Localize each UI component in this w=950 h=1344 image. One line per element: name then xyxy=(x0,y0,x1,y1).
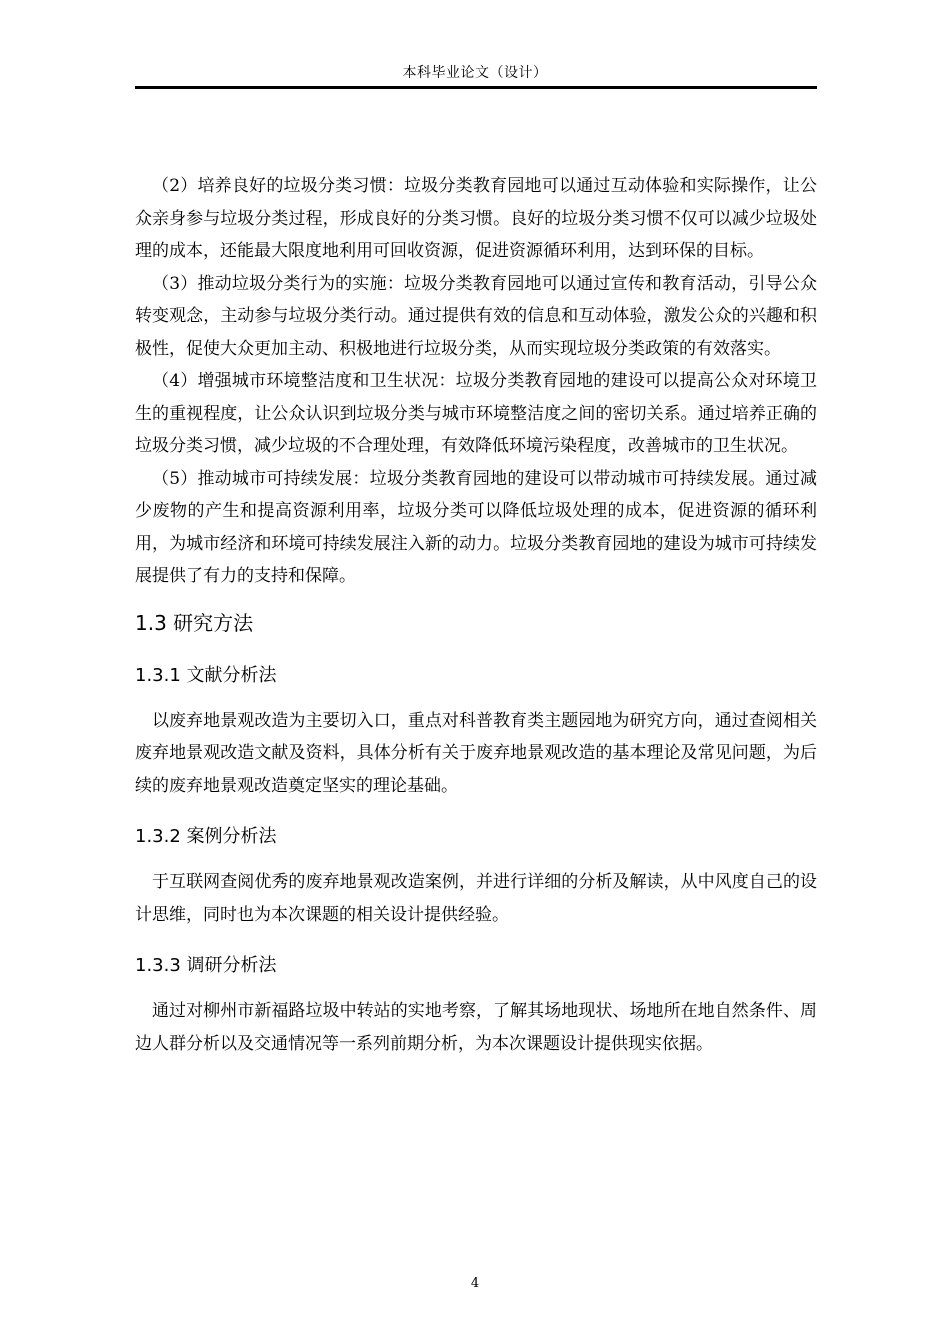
paragraph-benefit-3: （3）推动垃圾分类行为的实施：垃圾分类教育园地可以通过宣传和教育活动，引导公众转变观念，主动参与垃圾分类行动。通过提供有效的信息和互动体验，激发公众的兴趣和积极性，促使大众更加主动、积极地进行垃圾分类，从而实现垃圾分类政策的有效落实。 xyxy=(135,273,817,359)
paragraph-benefit-2: （2）培养良好的垃圾分类习惯：垃圾分类教育园地可以通过互动体验和实际操作，让公众亲身参与垃圾分类过程，形成良好的分类习惯。良好的垃圾分类习惯不仅可以减少垃圾处理的成本，还能最大限度地利用可回收资源，促进资源循环利用，达到环保的目标。 xyxy=(135,176,817,261)
subsection-heading-case-analysis: 1.3.2 案例分析法 xyxy=(135,826,277,847)
header-divider xyxy=(135,86,817,89)
paragraph-case-analysis: 于互联网查阅优秀的废弃地景观改造案例，并进行详细的分析及解读，从中风度自己的设计思维，同时也为本次课题的相关设计提供经验。 xyxy=(135,872,817,925)
page-header-title: 本科毕业论文（设计） xyxy=(402,65,548,81)
paragraph-benefit-4: （4）增强城市环境整洁度和卫生状况：垃圾分类教育园地的建设可以提高公众对环境卫生的重视程度，让公众认识到垃圾分类与城市环境整洁度之间的密切关系。通过培养正确的垃圾分类习惯，减少垃圾的不合理处理，有效降低环境污染程度，改善城市的卫生状况。 xyxy=(135,371,817,456)
subsection-heading-literature-analysis: 1.3.1 文献分析法 xyxy=(135,664,277,686)
page-number: 4 xyxy=(470,1276,480,1291)
paragraph-field-research: 通过对柳州市新福路垃圾中转站的实地考察，了解其场地现状、场地所在地自然条件、周边人群分析以及交通情况等一系列前期分析，为本次课题设计提供现实依据。 xyxy=(135,1001,817,1054)
subsection-heading-field-research: 1.3.3 调研分析法 xyxy=(135,955,277,976)
paragraph-literature-analysis: 以废弃地景观改造为主要切入口，重点对科普教育类主题园地为研究方向，通过查阅相关废弃地景观改造文献及资料，具体分析有关于废弃地景观改造的基本理论及常见问题，为后续的废弃地景观改造奠定坚实的理论基础。 xyxy=(135,710,817,796)
section-heading-research-methods: 1.3 研究方法 xyxy=(135,610,254,635)
paragraph-benefit-5: （5）推动城市可持续发展：垃圾分类教育园地的建设可以带动城市可持续发展。通过减少废物的产生和提高资源利用率，垃圾分类可以降低垃圾处理的成本，促进资源的循环利用，为城市经济和环境可持续发展注入新的动力。垃圾分类教育园地的建设为城市可持续发展提供了有力的支持和保障。 xyxy=(135,468,817,586)
page-body xyxy=(135,170,817,1060)
